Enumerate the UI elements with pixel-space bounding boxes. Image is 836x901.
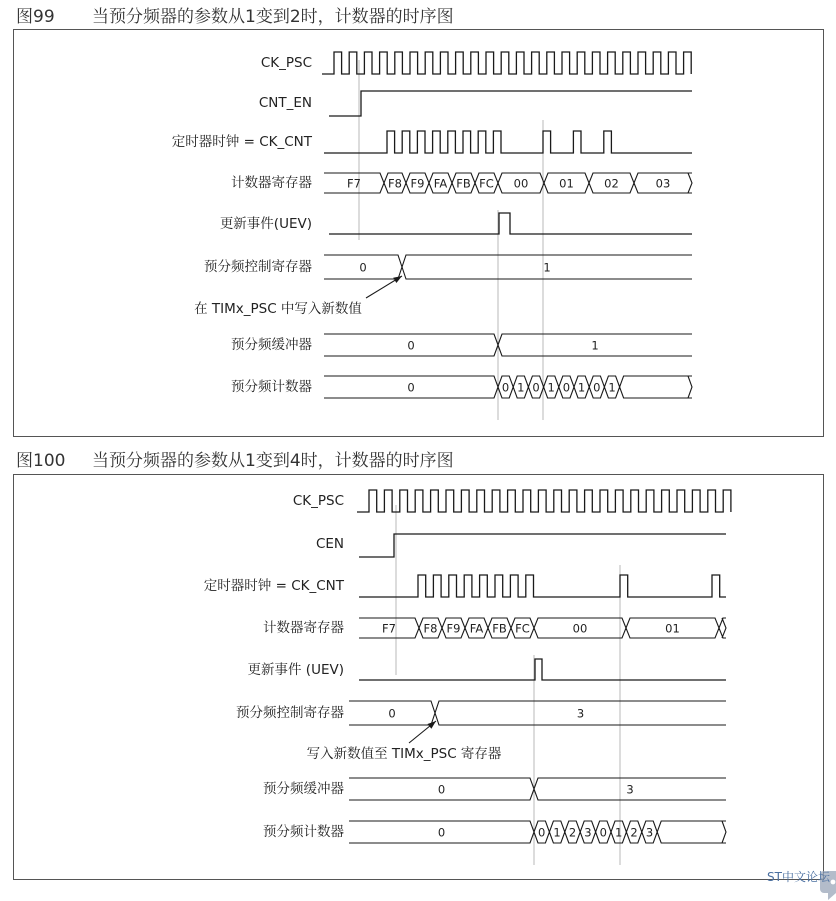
signal-label-psc-buffer: 预分频缓冲器 bbox=[263, 781, 344, 797]
counter-register-bus-value: F7 bbox=[382, 621, 396, 636]
psc-buffer-bus-value: 3 bbox=[626, 782, 634, 797]
psc-control-bus-value: 0 bbox=[388, 706, 396, 721]
signal-label-psc-buffer: 预分频缓冲器 bbox=[231, 337, 312, 353]
uev-waveform bbox=[359, 659, 726, 680]
signal-label-psc-control: 预分频控制寄存器 bbox=[236, 705, 344, 721]
annotation-arrow-head bbox=[393, 276, 402, 283]
psc-counter-bus-value: 0 bbox=[407, 380, 415, 395]
psc-counter-bus-value: 0 bbox=[538, 825, 546, 840]
psc-buffer-bus-value: 0 bbox=[407, 338, 415, 353]
cnt-en-waveform bbox=[329, 91, 692, 116]
signal-label-psc-counter: 预分频计数器 bbox=[231, 379, 312, 395]
uev-waveform bbox=[329, 213, 692, 234]
psc-counter-bus-value: 1 bbox=[577, 380, 586, 395]
counter-register-bus-value: FB bbox=[492, 621, 507, 636]
counter-register-bus-value: F7 bbox=[347, 176, 361, 191]
signal-label-ck-psc: CK_PSC bbox=[292, 493, 344, 509]
counter-register-bus-value: F9 bbox=[446, 621, 461, 636]
ck-psc-waveform bbox=[357, 490, 731, 512]
ck-cnt-waveform bbox=[359, 575, 726, 597]
psc-control-bus-bottom bbox=[324, 267, 692, 279]
annotation-write-psc: 写入新数值至 TIMx_PSC 寄存器 bbox=[306, 746, 502, 762]
psc-control-bus-value: 3 bbox=[576, 706, 585, 721]
psc-counter-bus-value: 1 bbox=[553, 825, 561, 840]
psc-control-bus-value: 0 bbox=[359, 260, 367, 275]
psc-counter-bus-end bbox=[722, 821, 726, 843]
signal-label-uev: 更新事件(UEV) bbox=[219, 216, 312, 232]
psc-buffer-bus-top bbox=[349, 778, 726, 789]
counter-register-bus-value: FA bbox=[433, 176, 448, 191]
figure-caption: 当预分频器的参数从1变到2时，计数器的时序图 bbox=[92, 7, 454, 27]
annotation-write-psc: 在 TIMx_PSC 中写入新数值 bbox=[194, 301, 362, 317]
ck-cnt-waveform bbox=[324, 131, 692, 153]
psc-counter-bus-value: 3 bbox=[584, 825, 592, 840]
psc-control-bus-top bbox=[324, 255, 692, 267]
counter-register-bus-value: F9 bbox=[410, 176, 425, 191]
signal-label-ck-psc: CK_PSC bbox=[260, 55, 312, 71]
psc-buffer-bus-value: 0 bbox=[437, 782, 446, 797]
psc-control-bus-top bbox=[349, 701, 726, 713]
psc-counter-bus-value: 1 bbox=[517, 380, 525, 395]
signal-label-counter-register: 计数器寄存器 bbox=[231, 175, 312, 191]
psc-counter-bus-value: 2 bbox=[630, 825, 638, 840]
figure-99-title bbox=[16, 2, 454, 27]
signal-label-cen: CEN bbox=[315, 536, 344, 552]
counter-register-bus-value: 03 bbox=[655, 176, 671, 191]
psc-counter-bus-value: 1 bbox=[615, 825, 623, 840]
counter-register-bus-end bbox=[722, 618, 726, 638]
counter-register-bus-bottom bbox=[324, 183, 692, 193]
timing-diagram-100 bbox=[13, 474, 824, 880]
psc-control-bus-bottom bbox=[349, 713, 726, 725]
psc-counter-bus-value: 0 bbox=[562, 380, 571, 395]
counter-register-bus-value: F8 bbox=[388, 176, 402, 191]
psc-counter-bus-value: 1 bbox=[608, 380, 616, 395]
counter-register-bus-value: FB bbox=[456, 176, 471, 191]
timing-svg-99 bbox=[14, 30, 825, 438]
counter-register-bus-value: 00 bbox=[513, 176, 529, 191]
psc-counter-bus-value: 1 bbox=[547, 380, 555, 395]
counter-register-bus-value: F8 bbox=[423, 621, 438, 636]
signal-label-ck-cnt: 定时器时钟 = CK_CNT bbox=[171, 134, 312, 150]
ck-psc-waveform bbox=[322, 52, 691, 74]
psc-counter-bus-end bbox=[688, 376, 692, 398]
cen-waveform bbox=[359, 534, 726, 557]
figure-caption: 当预分频器的参数从1变到4时，计数器的时序图 bbox=[92, 451, 454, 471]
psc-counter-bus-value: 0 bbox=[501, 380, 510, 395]
psc-control-bus-value: 1 bbox=[543, 260, 551, 275]
timing-diagram-99 bbox=[13, 29, 824, 437]
psc-buffer-bus-bottom bbox=[324, 345, 692, 356]
signal-label-ck-cnt: 定时器时钟 = CK_CNT bbox=[203, 578, 344, 594]
psc-counter-bus-value: 0 bbox=[532, 380, 540, 395]
psc-counter-bus-value: 0 bbox=[593, 380, 601, 395]
signal-label-psc-counter: 预分频计数器 bbox=[263, 824, 344, 840]
counter-register-bus-top bbox=[324, 173, 692, 183]
counter-register-bus-value: FC bbox=[479, 176, 494, 191]
signal-label-counter-register: 计数器寄存器 bbox=[263, 620, 344, 636]
psc-counter-bus-value: 2 bbox=[568, 825, 577, 840]
counter-register-bus-value: 00 bbox=[572, 621, 588, 636]
signal-label-uev: 更新事件 (UEV) bbox=[247, 662, 344, 678]
psc-buffer-bus-value: 1 bbox=[591, 338, 599, 353]
signal-label-cnt-en: CNT_EN bbox=[258, 95, 312, 111]
psc-buffer-bus-bottom bbox=[349, 789, 726, 800]
psc-counter-bus-value: 0 bbox=[599, 825, 607, 840]
signal-label-psc-control: 预分频控制寄存器 bbox=[204, 259, 312, 275]
psc-counter-bus-value: 0 bbox=[437, 825, 446, 840]
watermark: ST中文论坛 bbox=[767, 870, 830, 884]
counter-register-bus-value: 01 bbox=[559, 176, 574, 191]
figure-number: 图100 bbox=[16, 451, 66, 471]
figure-100-title bbox=[16, 446, 454, 471]
figure-number: 图99 bbox=[16, 7, 55, 27]
counter-register-bus-value: FA bbox=[469, 621, 484, 636]
timing-svg-100 bbox=[14, 475, 825, 881]
counter-register-bus-end bbox=[688, 173, 692, 193]
psc-buffer-bus-top bbox=[324, 334, 692, 345]
counter-register-bus-value: 02 bbox=[604, 176, 619, 191]
counter-register-bus-value: 01 bbox=[665, 621, 680, 636]
psc-counter-bus-value: 3 bbox=[645, 825, 654, 840]
counter-register-bus-value: FC bbox=[515, 621, 530, 636]
